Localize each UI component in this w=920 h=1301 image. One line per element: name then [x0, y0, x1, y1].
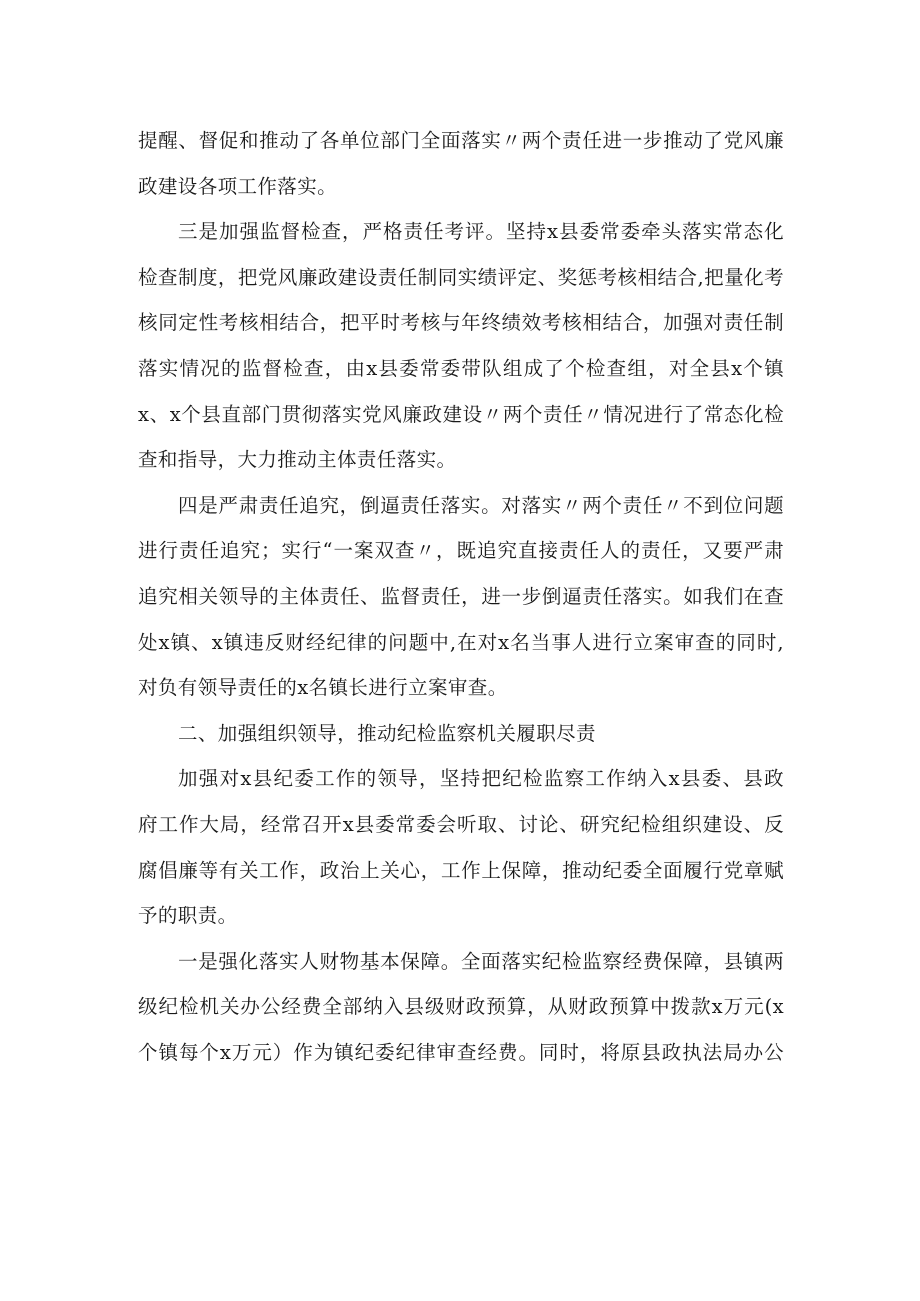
text-line: 进行责任追究；实行“一案双查〃，既追究直接责任人的责任，又要严肃: [138, 539, 784, 563]
paragraph-start-line: 四是严肃责任追究，倒逼责任落实。对落实〃两个责任〃不到位问题: [178, 493, 784, 517]
paragraph-start-line: 一是强化落实人财物基本保障。全面落实纪检监察经费保障，县镇两: [178, 949, 784, 973]
text-line: 查和指导，大力推动主体责任落实。: [138, 448, 457, 472]
text-line: 落实情况的监督检查，由x县委常委带队组成了个检查组，对全县x个镇: [138, 356, 784, 380]
text-line: 检查制度，把党风廉政建设责任制同实绩评定、奖惩考核相结合,把量化考: [138, 265, 784, 289]
text-line: 政建设各项工作落实。: [138, 174, 338, 198]
text-line: 对负有领导责任的x名镇长进行立案审查。: [138, 676, 508, 700]
text-line: 腐倡廉等有关工作，政治上关心，工作上保障，推动纪委全面履行党章赋: [138, 858, 784, 882]
text-line: 核同定性考核相结合，把平时考核与年终绩效考核相结合，加强对责任制: [138, 311, 784, 335]
text-line: 追究相关领导的主体责任、监督责任，进一步倒逼责任落实。如我们在查: [138, 584, 784, 608]
text-line: x、x个县直部门贯彻落实党风廉政建设〃两个责任〃情况进行了常态化检: [138, 402, 784, 426]
text-line: 处x镇、x镇违反财经纪律的问题中,在对x名当事人进行立案审查的同时,: [138, 630, 784, 654]
document-body: [138, 118, 784, 1075]
text-line: 提醒、督促和推动了各单位部门全面落实〃两个责任进一步推动了党风廉: [138, 129, 784, 152]
paragraph-start-line: 加强对x县纪委工作的领导，坚持把纪检监察工作纳入x县委、县政: [178, 767, 784, 791]
text-line: 个镇每个x万元）作为镇纪委纪律审查经费。同时，将原县政执法局办公: [138, 1040, 784, 1064]
text-line: 府工作大局，经常召开x县委常委会听取、讨论、研究纪检组织建设、反: [138, 812, 784, 836]
text-line: 级纪检机关办公经费全部纳入县级财政预算，从财政预算中拨款x万元(x: [138, 995, 784, 1019]
section-heading: 二、加强组织领导，推动纪检监察机关履职尽责: [178, 721, 596, 745]
paragraph-start-line: 三是加强监督检查，严格责任考评。坚持x县委常委牵头落实常态化: [178, 220, 784, 244]
text-line: 予的职责。: [138, 904, 238, 928]
